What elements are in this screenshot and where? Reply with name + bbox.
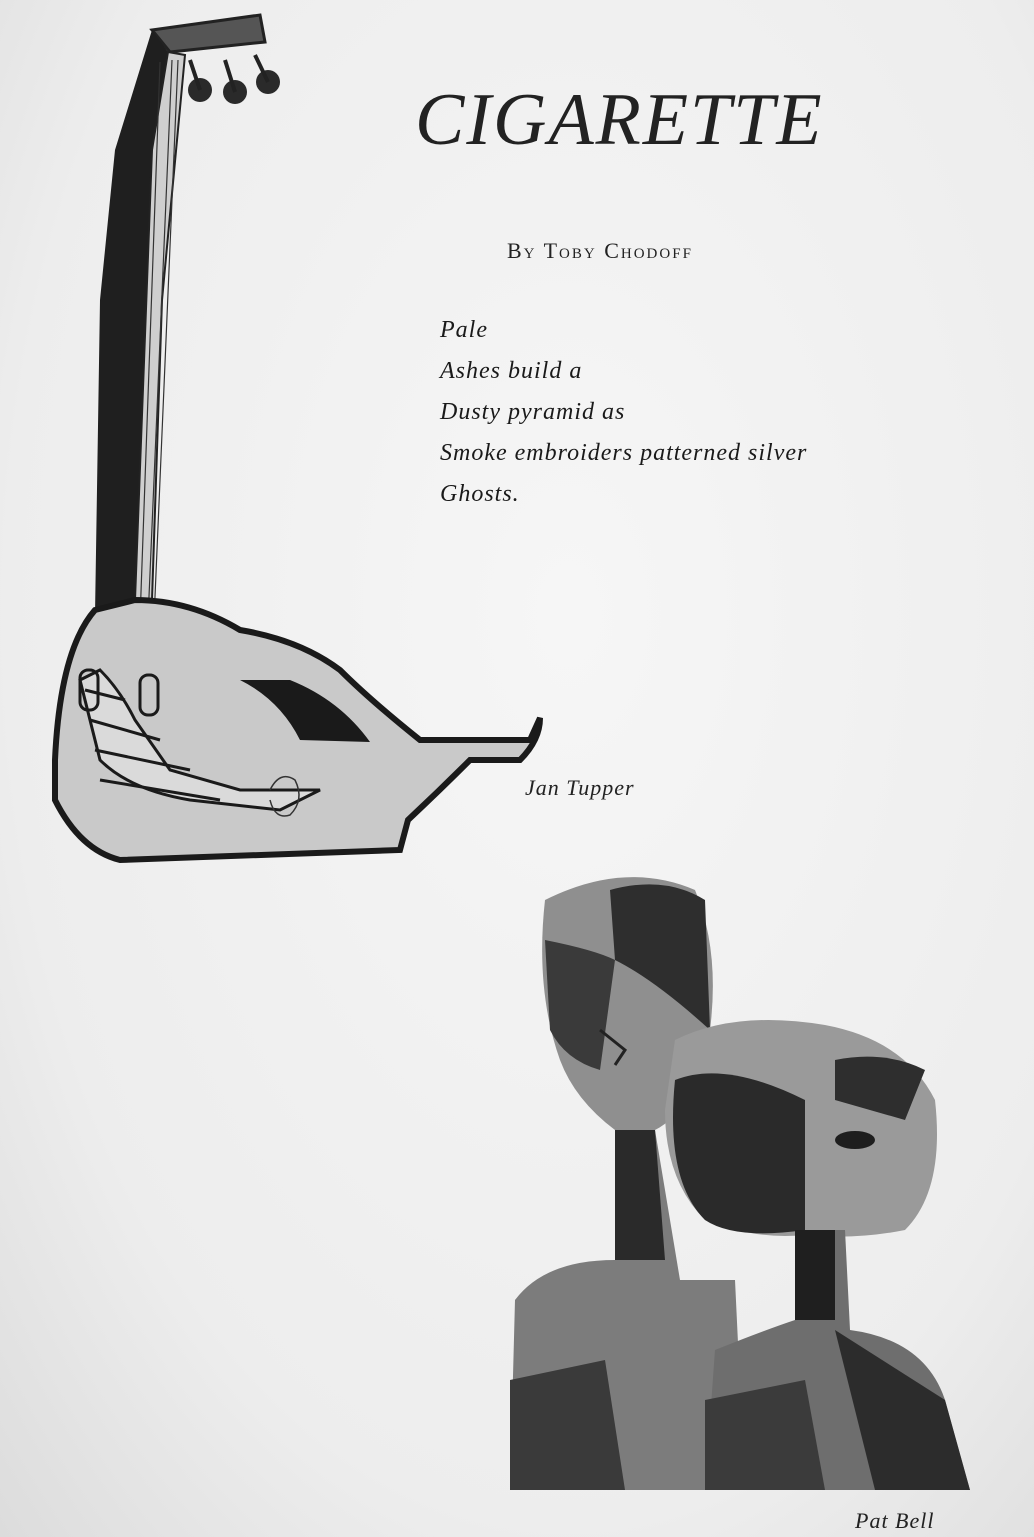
- illustration-credit-lute: Jan Tupper: [525, 775, 635, 800]
- poem-line: Pale: [440, 317, 488, 343]
- poem-line: Ghosts.: [440, 481, 520, 507]
- illustration-credit-figures: Pat Bell: [855, 1508, 935, 1533]
- poem-line: Smoke embroiders patterned silver: [440, 440, 808, 466]
- poem-line: Dusty pyramid as: [440, 399, 626, 425]
- poem-title: CIGARETTE: [415, 79, 824, 161]
- poem-byline: By Toby Chodoff: [507, 238, 693, 263]
- poem-body: [440, 310, 807, 515]
- poem-line: Ashes build a: [440, 358, 583, 384]
- figures-illustration: [505, 860, 980, 1490]
